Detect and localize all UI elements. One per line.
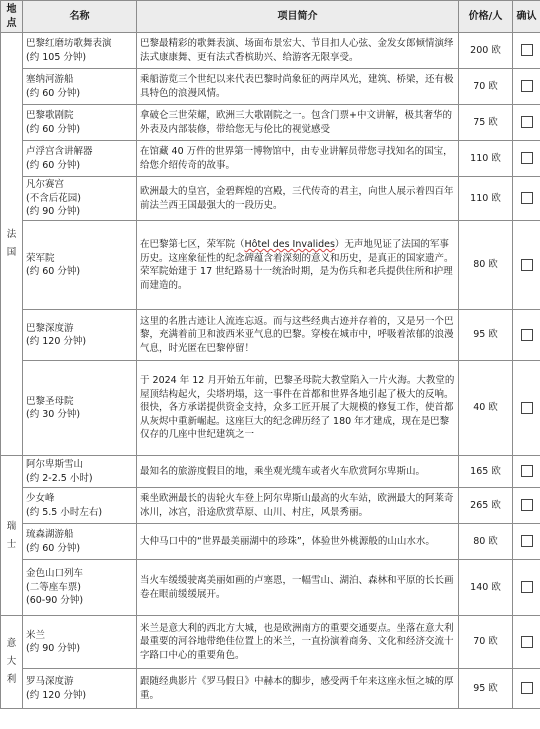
country-cell [1, 616, 23, 709]
item-name-cell [23, 456, 137, 488]
item-name: 巴黎红磨坊歌舞表演 [26, 38, 112, 49]
item-name-cell [23, 560, 137, 616]
item-name: 巴黎歌剧院 [26, 110, 74, 121]
item-description: 欧洲最大的皇宫，金碧辉煌的宫殿，三代传奇的君主，向世人展示着四百年前法兰西王国最强大的一段历史。 [137, 177, 459, 221]
item-name: (不含后花园) [26, 192, 81, 204]
header-name: 名称 [23, 1, 137, 33]
item-price: 70 欧 [459, 616, 513, 669]
header-price: 价格/人 [459, 1, 513, 33]
item-name-cell [23, 141, 137, 177]
country-char: 士 [6, 538, 17, 550]
item-duration: (约 120 分钟) [26, 689, 87, 701]
country-char: 意 [6, 638, 17, 649]
header-confirm: 确认 [513, 1, 540, 33]
item-name: 凡尔赛宫 [26, 179, 65, 191]
item-duration: (约 30 分钟) [26, 409, 81, 420]
country-char: 国 [6, 247, 17, 258]
item-name: 阿尔卑斯雪山 [26, 459, 84, 470]
item-name: 琉森湖游船 [26, 529, 74, 540]
item-duration: (约 60 分钟) [26, 159, 81, 171]
item-price: 75 欧 [459, 105, 513, 141]
item-name-cell [23, 69, 137, 105]
item-price: 200 欧 [459, 33, 513, 69]
item-price: 40 欧 [459, 361, 513, 456]
item-price: 140 欧 [459, 560, 513, 616]
item-name: 巴黎深度游 [26, 322, 74, 334]
confirm-cell [513, 524, 540, 560]
confirm-cell [513, 141, 540, 177]
item-price: 265 欧 [459, 488, 513, 524]
table-row [1, 221, 540, 310]
table-body [1, 33, 540, 709]
confirm-cell [513, 456, 540, 488]
item-description: 于 2024 年 12 月开始五年前，巴黎圣母院大教堂陷入一片火海。大教堂的屋顶结构起火，尖塔坍塌，这一事件在首都和世界各地引起了极大的反响。很快，各方承诺提供资金支持，众多工匠开展了大规模的修复工作，使首都从灰烬中重新崛起。这座巨大的纪念碑历经了 180 年才建成，现在是巴黎仅存的几座中世纪建筑之一 [137, 361, 459, 456]
confirm-cell [513, 177, 540, 221]
item-name-cell [23, 524, 137, 560]
table-row [1, 488, 540, 524]
confirm-checkbox[interactable] [521, 44, 533, 56]
item-description: 乘船游览三个世纪以来代表巴黎时尚象征的两岸风光，建筑、桥梁，还有极具特色的浪漫风情。 [137, 69, 459, 105]
item-duration: (约 90 分钟) [26, 206, 81, 218]
confirm-cell [513, 616, 540, 669]
item-description: 最知名的旅游度假目的地，乘坐观光缆车或者火车欣赏阿尔卑斯山。 [137, 456, 459, 488]
confirm-checkbox[interactable] [521, 402, 533, 414]
item-duration: (约 5.5 小时左右) [26, 506, 103, 518]
item-name: 少女峰 [26, 493, 55, 504]
header-row [1, 1, 540, 33]
item-name-cell [23, 669, 137, 709]
item-description: 米兰是意大利的西北方大城，也是欧洲南方的重要交通要点。坐落在意大利最重要的河谷地带绝佳位置上的米兰，一直扮演着商务、文化和经济交流十字路口中心的重要角色。 [137, 616, 459, 669]
table-row [1, 669, 540, 709]
confirm-checkbox[interactable] [521, 636, 533, 648]
item-duration: (约 60 分钟) [26, 123, 81, 135]
item-duration: (约 120 分钟) [26, 336, 87, 347]
confirm-checkbox[interactable] [521, 259, 533, 271]
table-row [1, 560, 540, 616]
item-description: 大仲马口中的“世界最美丽湖中的珍珠”，体验世外桃源般的山山水水。 [137, 524, 459, 560]
country-char: 大 [6, 656, 17, 667]
desc-text: 在巴黎第七区，荣军院（ [140, 239, 245, 250]
table-row [1, 616, 540, 669]
item-duration: (约 2-2.5 小时) [26, 472, 93, 484]
table-row [1, 524, 540, 560]
confirm-checkbox[interactable] [521, 581, 533, 593]
item-price: 110 欧 [459, 141, 513, 177]
confirm-checkbox[interactable] [521, 116, 533, 128]
country-char: 瑞 [6, 520, 17, 532]
confirm-cell [513, 310, 540, 361]
table-row [1, 141, 540, 177]
confirm-cell [513, 33, 540, 69]
item-price: 110 欧 [459, 177, 513, 221]
item-name-cell [23, 488, 137, 524]
item-description: 乘坐欧洲最长的齿轮火车登上阿尔卑斯山最高的火车站，欧洲最大的阿莱奇冰川，冰宫，沿途欣赏草原、山川、村庄，风景秀丽。 [137, 488, 459, 524]
item-price: 80 欧 [459, 524, 513, 560]
item-description: 拿破仑三世荣耀，欧洲三大歌剧院之一。包含门票+中文讲解，极其奢华的外表及内部装修，带给您无与伦比的视觉感受 [137, 105, 459, 141]
header-desc: 项目简介 [137, 1, 459, 33]
table-row [1, 456, 540, 488]
item-duration: (约 60 分钟) [26, 87, 81, 99]
item-duration: (约 90 分钟) [26, 643, 81, 654]
confirm-cell [513, 488, 540, 524]
table-row [1, 69, 540, 105]
item-name: 卢浮宫含讲解器 [26, 146, 93, 157]
item-name: (二等座车票) [26, 581, 81, 593]
table-row [1, 105, 540, 141]
item-name-cell [23, 361, 137, 456]
item-description: 这里的名胜古迹让人流连忘返。而与这些经典古迹并存着的，又是另一个巴黎，充满着前卫和波西米亚气息的巴黎。穿梭在城市中，呼吸着浓郁的浪漫气息，时光匿在巴黎停留！ [137, 310, 459, 361]
header-country: 地点 [1, 1, 23, 33]
item-duration: (约 60 分钟) [26, 266, 81, 277]
item-duration: (60-90 分钟) [26, 595, 84, 607]
item-name: 塞纳河游船 [26, 74, 74, 85]
item-name: 米兰 [26, 629, 46, 641]
country-char: 利 [6, 674, 17, 685]
item-price: 95 欧 [459, 310, 513, 361]
desc-text: ）无声地见证了法国的军事历史。这座象征性的纪念碑蕴含着深刻的意义和历史，是真正的国家遗产。荣军院始建于 17 世纪路易十一统治时期，是为伤兵和老兵提供住所和护理而建造的。 [140, 239, 454, 291]
confirm-cell [513, 221, 540, 310]
item-name: 巴黎圣母院 [26, 395, 74, 407]
country-char: 法 [6, 229, 17, 240]
item-name-cell [23, 33, 137, 69]
country-cell [1, 456, 23, 616]
item-description: 巴黎最精彩的歌舞表演、场面布景宏大、节目扣人心弦、金发女郎倾情演绎法式康康舞、更有法式香槟助兴、给游客无限享受。 [137, 33, 459, 69]
confirm-cell [513, 361, 540, 456]
confirm-checkbox[interactable] [521, 499, 533, 511]
confirm-checkbox[interactable] [521, 682, 533, 694]
item-price: 95 欧 [459, 669, 513, 709]
confirm-cell [513, 105, 540, 141]
item-price: 70 欧 [459, 69, 513, 105]
item-description: 跟随经典影片《罗马假日》中赫本的脚步，感受两千年来这座永恒之城的厚重。 [137, 669, 459, 709]
item-name: 荣军院 [26, 252, 55, 264]
table-row [1, 33, 540, 69]
item-name-cell [23, 105, 137, 141]
desc-french-name: Hôtel des Invalides [244, 239, 335, 250]
table-row [1, 361, 540, 456]
item-name-cell [23, 310, 137, 361]
confirm-checkbox[interactable] [521, 465, 533, 477]
item-name: 罗马深度游 [26, 676, 74, 687]
confirm-cell [513, 69, 540, 105]
item-price: 80 欧 [459, 221, 513, 310]
item-description: 当火车缓缓驶离美丽如画的卢塞恩，一幅雪山、湖泊、森林和平原的长长画卷在眼前缓缓展开。 [137, 560, 459, 616]
table-row [1, 177, 540, 221]
item-name-cell [23, 616, 137, 669]
item-name-cell [23, 221, 137, 310]
item-name-cell [23, 177, 137, 221]
confirm-cell [513, 560, 540, 616]
confirm-checkbox[interactable] [521, 192, 533, 204]
confirm-checkbox[interactable] [521, 80, 533, 92]
item-description [137, 221, 459, 310]
country-cell [1, 33, 23, 456]
confirm-checkbox[interactable] [521, 152, 533, 164]
item-duration: (约 60 分钟) [26, 542, 81, 554]
item-duration: (约 105 分钟) [26, 51, 87, 63]
confirm-cell [513, 669, 540, 709]
table-row [1, 310, 540, 361]
item-description: 在馆藏 40 万件的世界第一博物馆中，由专业讲解员带您寻找知名的国宝，给您介绍传奇的故事。 [137, 141, 459, 177]
confirm-checkbox[interactable] [521, 329, 533, 341]
confirm-checkbox[interactable] [521, 535, 533, 547]
item-price: 165 欧 [459, 456, 513, 488]
item-name: 金色山口列车 [26, 568, 84, 580]
